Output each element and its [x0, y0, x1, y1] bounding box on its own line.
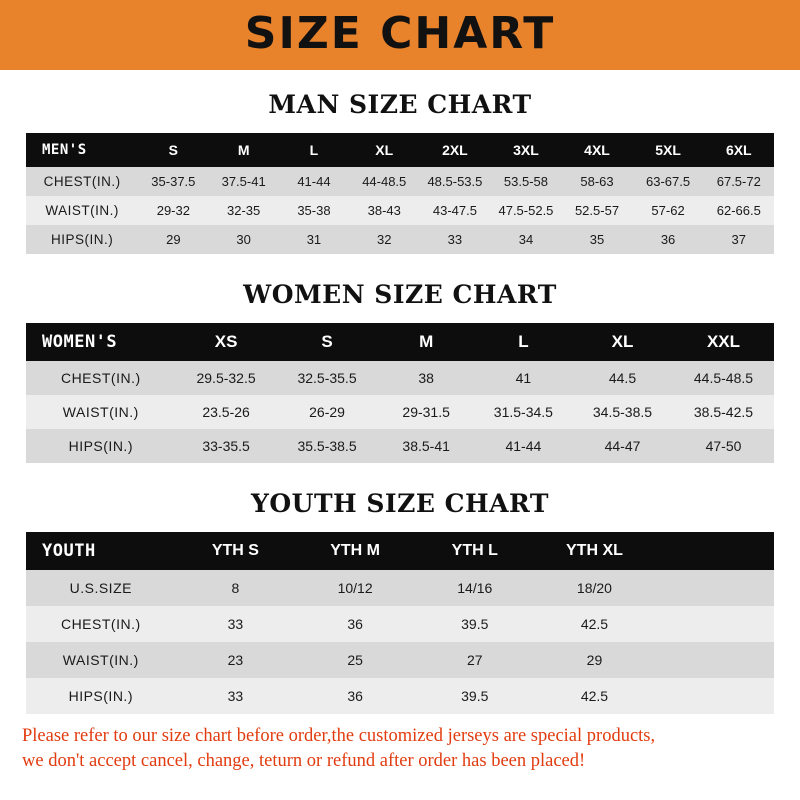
table-cell: 38.5-42.5: [673, 395, 774, 429]
table-cell: 29-32: [138, 196, 208, 225]
column-header: 5XL: [633, 133, 704, 167]
table-cell: 52.5-57: [561, 196, 632, 225]
row-label: WAIST(IN.): [26, 395, 176, 429]
column-header: XS: [176, 323, 277, 361]
column-header: MEN'S: [26, 133, 138, 167]
table-cell: 38.5-41: [378, 429, 475, 463]
column-header: YTH XL: [535, 532, 655, 570]
column-header: [654, 532, 774, 570]
row-label: CHEST(IN.): [26, 606, 176, 642]
women-size-table: [26, 323, 774, 463]
table-cell: 36: [633, 225, 704, 254]
table-cell: 38: [378, 361, 475, 395]
table-cell: 57-62: [633, 196, 704, 225]
page-title: SIZE CHART: [244, 8, 556, 59]
table-cell: 41: [475, 361, 572, 395]
table-cell: 25: [295, 642, 415, 678]
table-cell: 34: [490, 225, 561, 254]
table-cell: 10/12: [295, 570, 415, 606]
table-cell: 30: [209, 225, 279, 254]
table-cell: 44.5: [572, 361, 673, 395]
table-cell: 53.5-58: [490, 167, 561, 196]
table-cell: 32-35: [209, 196, 279, 225]
table-header-row: [26, 532, 774, 570]
table-cell: 35-37.5: [138, 167, 208, 196]
footer-note-line-2: we don't accept cancel, change, teturn or refund after order has been placed!: [22, 750, 586, 771]
column-header: XL: [349, 133, 419, 167]
table-cell: [654, 570, 774, 606]
column-header: YOUTH: [26, 532, 176, 570]
men-section-heading: MAN SIZE CHART: [268, 90, 532, 119]
table-cell: 29.5-32.5: [176, 361, 277, 395]
women-section-heading: WOMEN SIZE CHART: [243, 280, 557, 309]
table-cell: [654, 678, 774, 714]
table-cell: 44-47: [572, 429, 673, 463]
column-header: L: [475, 323, 572, 361]
column-header: S: [277, 323, 378, 361]
column-header: XXL: [673, 323, 774, 361]
table-cell: 23.5-26: [176, 395, 277, 429]
table-cell: 33: [419, 225, 490, 254]
column-header: XL: [572, 323, 673, 361]
table-cell: 41-44: [475, 429, 572, 463]
row-label: HIPS(IN.): [26, 225, 138, 254]
table-cell: 33-35.5: [176, 429, 277, 463]
column-header: 2XL: [419, 133, 490, 167]
table-cell: [654, 606, 774, 642]
men-size-table: [26, 133, 774, 254]
table-row: [26, 429, 774, 463]
table-row: [26, 606, 774, 642]
table-cell: 36: [295, 606, 415, 642]
column-header: M: [378, 323, 475, 361]
table-cell: 35.5-38.5: [277, 429, 378, 463]
table-cell: 44.5-48.5: [673, 361, 774, 395]
table-cell: 29: [535, 642, 655, 678]
footer-note-line-1: Please refer to our size chart before order,the customized jerseys are special products,: [22, 726, 656, 746]
youth-section: [0, 489, 800, 714]
column-header: 4XL: [561, 133, 632, 167]
table-cell: 31: [279, 225, 349, 254]
table-cell: 32.5-35.5: [277, 361, 378, 395]
table-cell: 48.5-53.5: [419, 167, 490, 196]
table-header-row: [26, 323, 774, 361]
row-label: WAIST(IN.): [26, 196, 138, 225]
column-header: WOMEN'S: [26, 323, 176, 361]
column-header: L: [279, 133, 349, 167]
column-header: YTH L: [415, 532, 535, 570]
row-label: HIPS(IN.): [26, 678, 176, 714]
row-label: WAIST(IN.): [26, 642, 176, 678]
table-cell: 32: [349, 225, 419, 254]
page-banner: [0, 0, 800, 70]
table-cell: 35: [561, 225, 632, 254]
footer-note: [0, 714, 800, 774]
table-cell: 36: [295, 678, 415, 714]
table-cell: 47-50: [673, 429, 774, 463]
table-cell: 26-29: [277, 395, 378, 429]
table-row: [26, 196, 774, 225]
table-row: [26, 167, 774, 196]
column-header: 6XL: [704, 133, 774, 167]
table-row: [26, 678, 774, 714]
column-header: 3XL: [490, 133, 561, 167]
row-label: U.S.SIZE: [26, 570, 176, 606]
column-header: M: [209, 133, 279, 167]
table-cell: 63-67.5: [633, 167, 704, 196]
column-header: S: [138, 133, 208, 167]
table-cell: 29: [138, 225, 208, 254]
table-row: [26, 395, 774, 429]
row-label: HIPS(IN.): [26, 429, 176, 463]
women-section: [0, 280, 800, 463]
column-header: YTH M: [295, 532, 415, 570]
table-cell: 39.5: [415, 606, 535, 642]
table-cell: 39.5: [415, 678, 535, 714]
table-cell: 44-48.5: [349, 167, 419, 196]
table-cell: 62-66.5: [704, 196, 774, 225]
table-cell: 27: [415, 642, 535, 678]
table-cell: 37: [704, 225, 774, 254]
table-cell: 37.5-41: [209, 167, 279, 196]
table-cell: 42.5: [535, 678, 655, 714]
row-label: CHEST(IN.): [26, 167, 138, 196]
table-cell: 18/20: [535, 570, 655, 606]
table-cell: 29-31.5: [378, 395, 475, 429]
table-cell: 23: [176, 642, 296, 678]
table-cell: 35-38: [279, 196, 349, 225]
table-row: [26, 642, 774, 678]
table-cell: 31.5-34.5: [475, 395, 572, 429]
table-cell: 67.5-72: [704, 167, 774, 196]
table-cell: 33: [176, 678, 296, 714]
table-cell: 42.5: [535, 606, 655, 642]
table-cell: 34.5-38.5: [572, 395, 673, 429]
table-header-row: [26, 133, 774, 167]
table-cell: 41-44: [279, 167, 349, 196]
table-row: [26, 225, 774, 254]
table-cell: 43-47.5: [419, 196, 490, 225]
column-header: YTH S: [176, 532, 296, 570]
table-cell: 14/16: [415, 570, 535, 606]
youth-section-heading: YOUTH SIZE CHART: [251, 489, 549, 518]
youth-size-table: [26, 532, 774, 714]
table-cell: 38-43: [349, 196, 419, 225]
table-row: [26, 361, 774, 395]
table-cell: 47.5-52.5: [490, 196, 561, 225]
row-label: CHEST(IN.): [26, 361, 176, 395]
table-cell: 58-63: [561, 167, 632, 196]
men-section: [0, 90, 800, 254]
table-cell: [654, 642, 774, 678]
table-row: [26, 570, 774, 606]
table-cell: 33: [176, 606, 296, 642]
table-cell: 8: [176, 570, 296, 606]
